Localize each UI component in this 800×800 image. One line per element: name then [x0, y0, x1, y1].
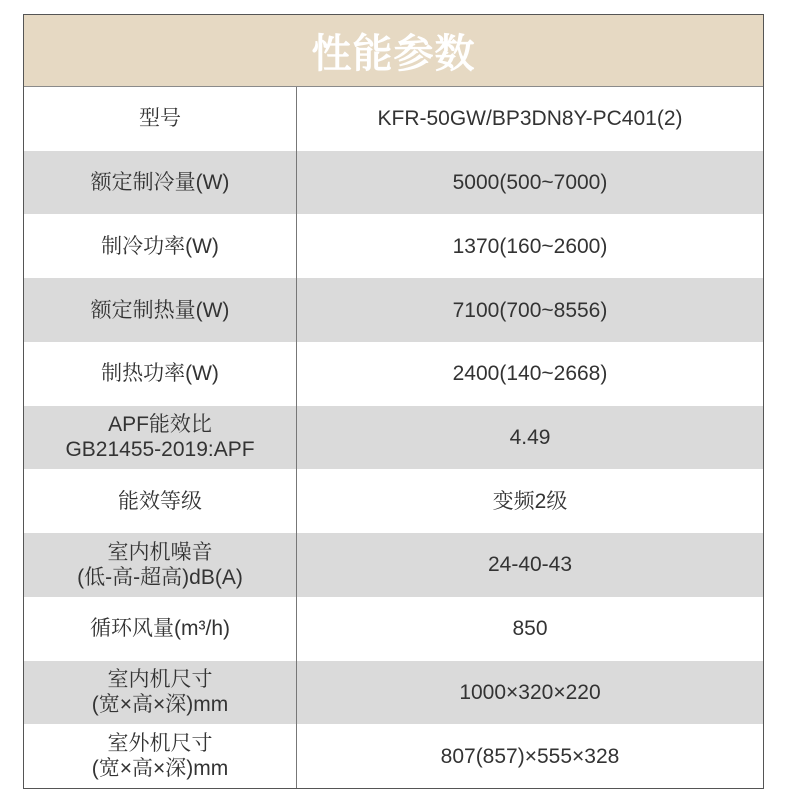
spec-label-line: 制热功率(W) — [101, 362, 219, 386]
spec-label-line: GB21455-2019:APF — [65, 438, 255, 462]
spec-value-text: KFR-50GW/BP3DN8Y-PC401(2) — [377, 107, 683, 131]
spec-label-line: 室外机尺寸 — [107, 732, 213, 756]
spec-label-line: 能效等级 — [118, 489, 202, 513]
spec-value-text: 7100(700~8556) — [452, 298, 608, 322]
spec-value-text: 5000(500~7000) — [452, 171, 608, 195]
spec-row-rated-heating-capacity — [24, 278, 763, 342]
spec-row-airflow — [24, 597, 763, 661]
spec-label-line: (宽×高×深)mm — [91, 693, 229, 717]
spec-label — [24, 661, 296, 725]
spec-label — [24, 597, 296, 661]
spec-row-apf — [24, 406, 763, 470]
spec-value — [296, 87, 763, 151]
spec-value — [296, 469, 763, 533]
table-header — [24, 15, 763, 87]
spec-value-text: 807(857)×555×328 — [440, 744, 620, 768]
spec-value-text: 1370(160~2600) — [452, 234, 608, 258]
spec-value — [296, 406, 763, 470]
spec-value — [296, 724, 763, 788]
spec-label-line: 室内机噪音 — [107, 540, 213, 564]
spec-value — [296, 661, 763, 725]
spec-label-line: 额定制热量(W) — [90, 298, 230, 322]
spec-value — [296, 214, 763, 278]
spec-label-line: (低-高-超高)dB(A) — [77, 565, 243, 589]
spec-label — [24, 724, 296, 788]
spec-value-text: 变频2级 — [492, 489, 568, 513]
spec-label-line: 制冷功率(W) — [101, 234, 219, 258]
page-title: 性能参数 — [311, 32, 476, 76]
spec-value-text: 4.49 — [509, 425, 551, 449]
spec-value-text: 850 — [512, 617, 548, 641]
spec-table — [23, 14, 764, 789]
spec-row-rated-cooling-capacity — [24, 151, 763, 215]
spec-label — [24, 214, 296, 278]
spec-label — [24, 533, 296, 597]
spec-label-line: 型号 — [139, 107, 181, 131]
spec-label-line: 循环风量(m³/h) — [90, 617, 230, 641]
spec-label — [24, 278, 296, 342]
spec-label-line: 室内机尺寸 — [107, 668, 213, 692]
spec-label — [24, 342, 296, 406]
spec-label — [24, 87, 296, 151]
spec-row-cooling-power — [24, 214, 763, 278]
spec-label — [24, 151, 296, 215]
spec-label — [24, 406, 296, 470]
spec-label-line: 额定制冷量(W) — [90, 171, 230, 195]
spec-value — [296, 278, 763, 342]
spec-label — [24, 469, 296, 533]
spec-row-indoor-size — [24, 661, 763, 725]
spec-row-outdoor-size — [24, 724, 763, 788]
spec-label-line: APF能效比 — [108, 413, 212, 437]
spec-value-text: 1000×320×220 — [459, 680, 601, 704]
spec-row-model — [24, 87, 763, 151]
spec-label-line: (宽×高×深)mm — [91, 757, 229, 781]
spec-value-text: 24-40-43 — [487, 553, 573, 577]
spec-row-indoor-noise — [24, 533, 763, 597]
spec-value — [296, 342, 763, 406]
spec-row-heating-power — [24, 342, 763, 406]
spec-row-energy-grade — [24, 469, 763, 533]
spec-value — [296, 533, 763, 597]
spec-value — [296, 597, 763, 661]
spec-value — [296, 151, 763, 215]
spec-value-text: 2400(140~2668) — [452, 362, 608, 386]
